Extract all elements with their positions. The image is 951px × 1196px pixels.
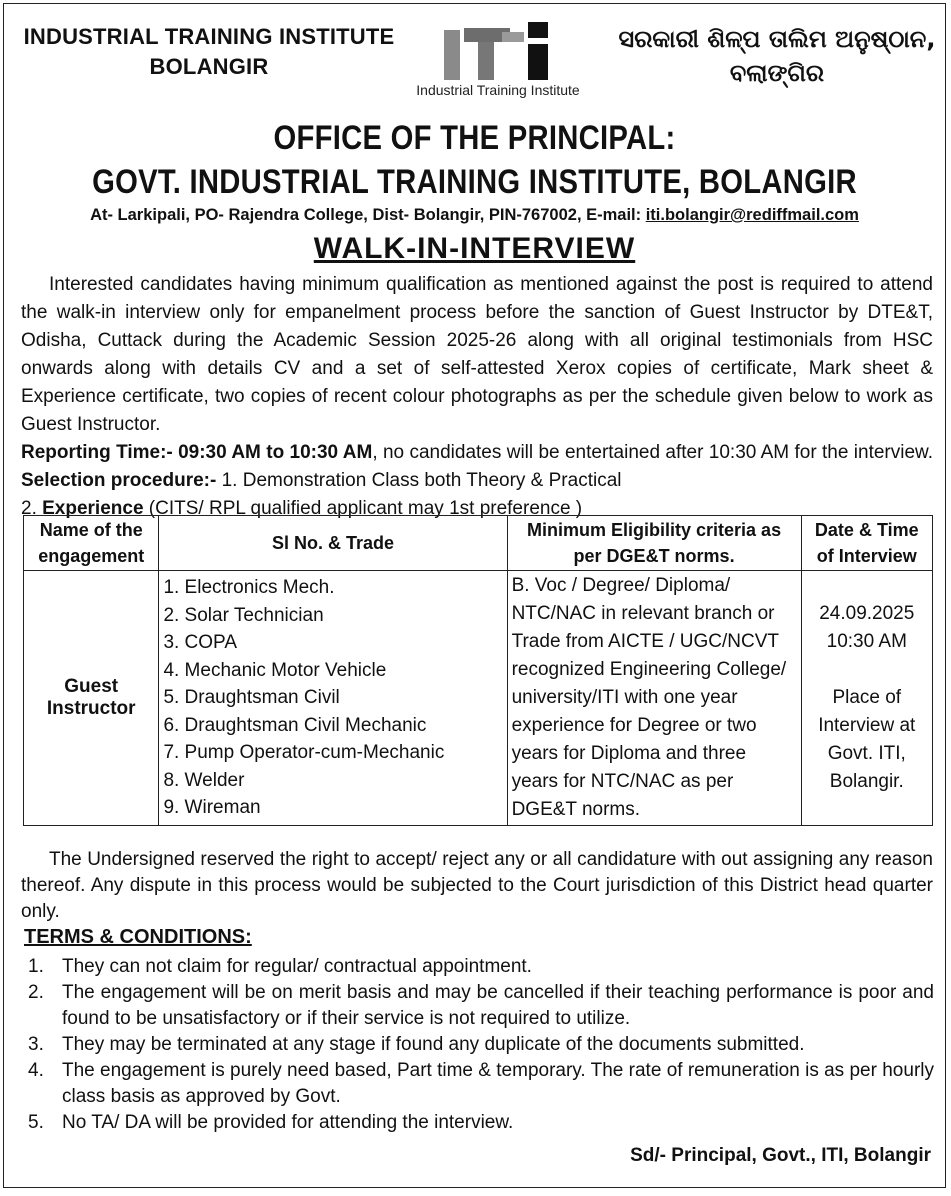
- intro-section: [21, 271, 933, 523]
- list-item: [28, 1058, 934, 1110]
- selection-label: Selection procedure:-: [21, 470, 217, 491]
- term-text: No TA/ DA will be provided for attending the interview.: [62, 1112, 514, 1133]
- table-row: [24, 571, 933, 826]
- reservation-text: The Undersigned reserved the right to accept/ reject any or all candidature with out assigning any reason thereof. Any dispute in this process would be subjected to the Court jurisdiction of this District head quarter only.: [21, 849, 933, 922]
- list-item: 4. Mechanic Motor Vehicle: [163, 659, 387, 681]
- header-date: Date & Time of Interview: [801, 516, 932, 571]
- term-number: 4.: [28, 1060, 44, 1081]
- header-right: [607, 22, 947, 90]
- list-item: 8. Welder: [163, 769, 245, 791]
- signature: Sd/- Principal, Govt., ITI, Bolangir: [630, 1145, 931, 1166]
- selection-num: 2.: [21, 498, 43, 519]
- institute-city-odia: ବଲାଙ୍ଗିର: [729, 59, 825, 87]
- interview-place: Place of Interview at Govt. ITI, Bolangir.: [818, 687, 916, 792]
- iti-logo: [398, 22, 598, 104]
- terms-heading: TERMS & CONDITIONS:: [24, 926, 252, 948]
- walkin-title: WALK-IN-INTERVIEW: [313, 232, 636, 265]
- institute-name-en: INDUSTRIAL TRAINING INSTITUTE: [23, 24, 395, 49]
- interview-date: 24.09.2025: [819, 603, 915, 624]
- header-trade: Sl No. & Trade: [159, 516, 507, 571]
- institute-city-en: BOLANGIR: [149, 54, 269, 79]
- office-heading: [70, 116, 879, 204]
- list-item: [28, 1110, 934, 1136]
- date-cell: [801, 571, 932, 826]
- list-item: [28, 1032, 934, 1058]
- selection-text: 1. Demonstration Class both Theory & Practical: [216, 470, 622, 491]
- experience-label: Experience: [42, 498, 144, 519]
- term-text: They can not claim for regular/ contractual appointment.: [62, 956, 532, 977]
- list-item: 3. COPA: [163, 632, 237, 654]
- table-header-row: [24, 516, 933, 571]
- term-number: 2.: [28, 982, 44, 1003]
- schedule-table: [23, 515, 933, 826]
- iti-logo-icon: [442, 22, 554, 80]
- reporting-text: , no candidates will be entertained after 10:30 AM for the interview.: [372, 442, 933, 463]
- address-line: [4, 206, 945, 225]
- trade-list: [163, 574, 502, 822]
- engagement-cell: Guest Instructor: [24, 571, 159, 826]
- term-number: 3.: [28, 1034, 44, 1055]
- institute-name-odia: ସରକାରୀ ଶିଳ୍ପ ତାଲିମ ଅନୁଷ୍ଠାନ,: [618, 25, 936, 53]
- term-number: 5.: [28, 1112, 44, 1133]
- term-text: The engagement is purely need based, Part time & temporary. The rate of remuneration is as per hourly class basis as approved by Govt.: [62, 1060, 934, 1107]
- reporting-paragraph: [21, 439, 933, 523]
- office-line1: OFFICE OF THE PRINCIPAL:: [273, 119, 676, 157]
- header-engagement: Name of the engagement: [24, 516, 159, 571]
- list-item: [28, 980, 934, 1032]
- list-item: 2. Solar Technician: [163, 604, 324, 626]
- list-item: 6. Draughtsman Civil Mechanic: [163, 714, 427, 736]
- reporting-time-label: Reporting Time:- 09:30 AM to 10:30 AM: [21, 442, 373, 463]
- experience-text: (CITS/ RPL qualified applicant may 1st preference ): [143, 498, 583, 519]
- advertisement-page: [3, 3, 946, 1188]
- term-number: 1.: [28, 956, 44, 977]
- intro-paragraph: Interested candidates having minimum qualification as mentioned against the post is required to attend the walk-in interview only for empanelment process before the sanction of Guest Instructor by DTE&T, Odisha, Cuttack during the Academic Session 2025-26 along with all original testimonials from HSC onwards along with details CV and a set of self-attested Xerox copies of certificate, Mark sheet & Experience certificate, two copies of recent colour photographs as per the schedule given below to work as Guest Instructor.: [21, 274, 933, 435]
- list-item: 5. Draughtsman Civil: [163, 687, 340, 709]
- eligibility-cell: B. Voc / Degree/ Diploma/ NTC/NAC in relevant branch or Trade from AICTE / UGC/NCVT recognized Engineering College/ university/ITI with one year experience for Degree or two years for Diploma and three years for NTC/NAC as per DGE&T norms.: [507, 571, 801, 826]
- list-item: 7. Pump Operator-cum-Mechanic: [163, 742, 445, 764]
- list-item: 9. Wireman: [163, 797, 261, 819]
- trade-cell: [159, 571, 507, 826]
- interview-time: 10:30 AM: [826, 631, 907, 652]
- terms-list: [28, 954, 934, 1136]
- list-item: 1. Electronics Mech.: [163, 577, 335, 599]
- email-link[interactable]: iti.bolangir@rediffmail.com: [645, 206, 859, 224]
- term-text: The engagement will be on merit basis and may be cancelled if their teaching performance is poor and found to be unsatisfactory or if their service is not required to utilize.: [62, 982, 934, 1029]
- header-eligibility: Minimum Eligibility criteria as per DGE&T norms.: [507, 516, 801, 571]
- term-text: They may be terminated at any stage if found any duplicate of the documents submitted.: [62, 1034, 805, 1055]
- address-text: At- Larkipali, PO- Rajendra College, Dist- Bolangir, PIN-767002, E-mail:: [90, 206, 646, 224]
- office-line2: GOVT. INDUSTRIAL TRAINING INSTITUTE, BOLANGIR: [92, 163, 857, 201]
- list-item: [28, 954, 934, 980]
- header-left: [14, 22, 404, 82]
- logo-caption: Industrial Training Institute: [416, 82, 580, 98]
- reservation-paragraph: [21, 847, 933, 925]
